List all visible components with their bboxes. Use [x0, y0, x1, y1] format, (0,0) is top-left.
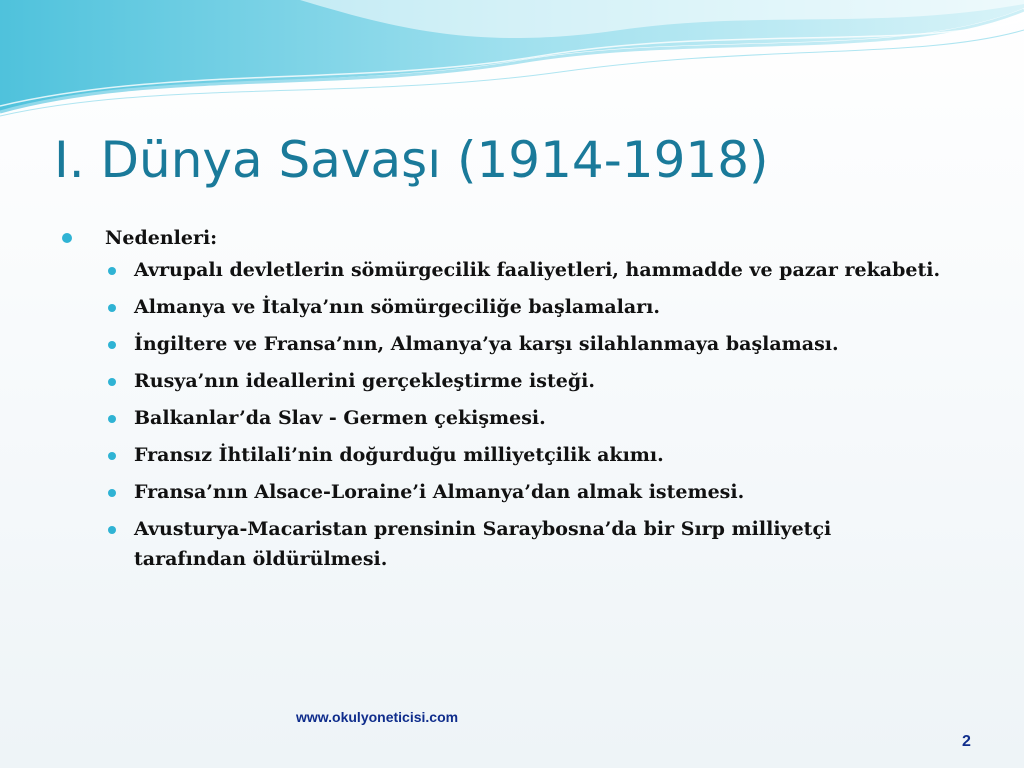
sub-bullet-item [62, 477, 942, 507]
sub-bullet-text: Rusya’nın ideallerini gerçekleştirme isteği. [134, 370, 595, 392]
sub-bullet-text: Almanya ve İtalya’nın sömürgeciliğe başlamaları. [134, 296, 661, 318]
sub-bullet-text: İngiltere ve Fransa’nın, Almanya’ya karşı silahlanmaya başlaması. [134, 333, 839, 355]
bullet-icon [62, 233, 72, 243]
page-number: 2 [962, 733, 971, 750]
bullet-icon [108, 304, 116, 312]
sub-bullet-item [62, 366, 942, 396]
sub-bullet-text: Fransız İhtilali’nin doğurduğu milliyetçilik akımı. [134, 444, 664, 466]
sub-bullet-item [62, 329, 942, 359]
sub-bullet-text: Avusturya-Macaristan prensinin Saraybosna’da bir Sırp milliyetçi tarafından öldürülmesi. [134, 518, 832, 570]
sub-bullet-item [62, 403, 942, 433]
main-bullet-text: Nedenleri: [105, 227, 218, 249]
sub-bullet-text: Balkanlar’da Slav - Germen çekişmesi. [134, 407, 546, 429]
main-bullet [62, 223, 942, 253]
decorative-wave-header [0, 0, 1024, 120]
bullet-icon [108, 415, 116, 423]
bullet-icon [108, 526, 116, 534]
footer-url: www.okulyoneticisi.com [296, 709, 459, 725]
bullet-icon [108, 452, 116, 460]
bullet-icon [108, 267, 116, 275]
sub-bullet-item [62, 440, 942, 470]
bullet-list [62, 223, 942, 581]
slide-title: I. Dünya Savaşı (1914-1918) [54, 131, 769, 189]
sub-bullet-list [62, 255, 942, 574]
sub-bullet-text: Fransa’nın Alsace-Loraine’i Almanya’dan almak istemesi. [134, 481, 745, 503]
bullet-icon [108, 341, 116, 349]
sub-bullet-item [62, 514, 942, 574]
sub-bullet-text: Avrupalı devletlerin sömürgecilik faaliyetleri, hammadde ve pazar rekabeti. [134, 259, 941, 281]
sub-bullet-item [62, 255, 942, 285]
bullet-icon [108, 378, 116, 386]
sub-bullet-item [62, 292, 942, 322]
bullet-icon [108, 489, 116, 497]
